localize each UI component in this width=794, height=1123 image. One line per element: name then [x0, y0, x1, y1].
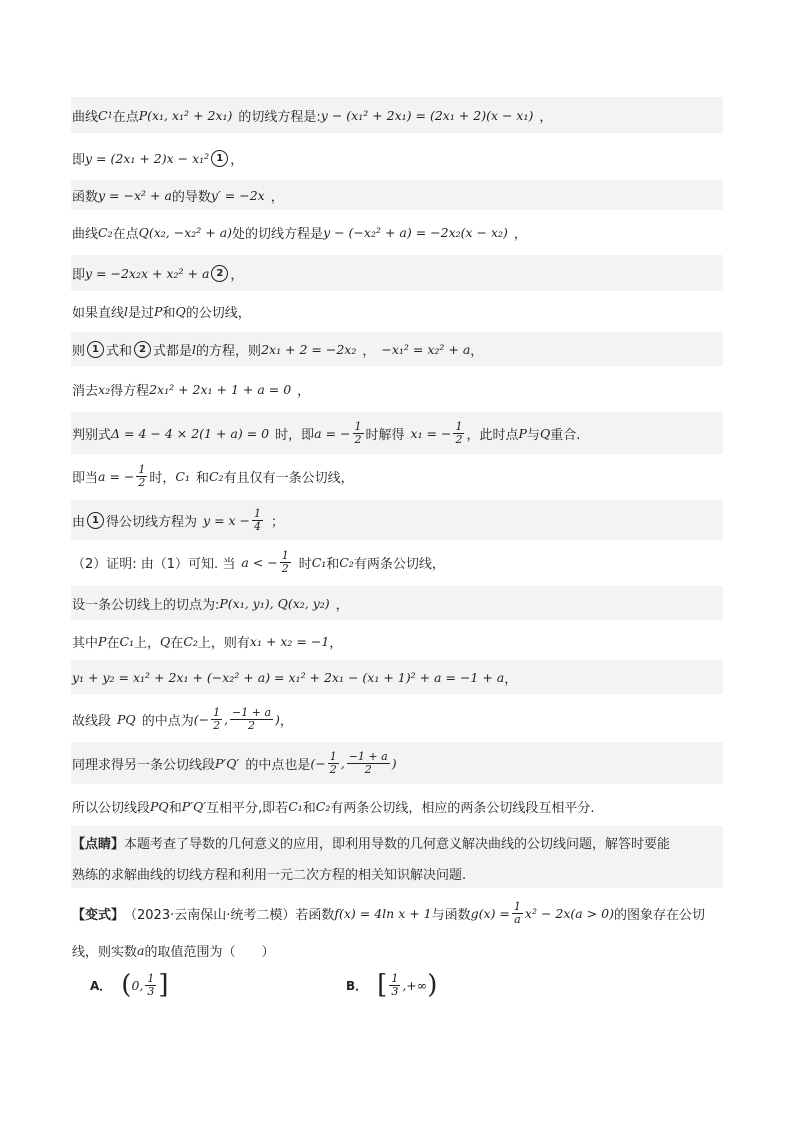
- math: C₁: [119, 633, 135, 649]
- text: 曲线: [72, 109, 99, 125]
- text: ，: [335, 597, 349, 613]
- text: ，: [504, 671, 518, 687]
- text: 和: [326, 556, 340, 572]
- fraction: $\frac{1}{2}$: [213, 705, 221, 732]
- text: 与函数: [431, 907, 471, 923]
- circled-number: 2: [211, 265, 228, 282]
- fraction: $\frac{-1 + a}{2}$: [232, 705, 272, 732]
- math: y = −x² + a: [98, 187, 172, 203]
- option-label: A．: [90, 978, 112, 993]
- text: 本题考查了导数的几何意义的应用，即利用导数的几何意义解决曲线的公切线问题，解答时要能: [124, 836, 671, 852]
- solution-line-4: [71, 215, 723, 249]
- math: l: [124, 303, 129, 319]
- solution-line-2: [71, 140, 723, 176]
- text: 上，则有: [197, 635, 250, 651]
- text: 重合.: [550, 427, 581, 443]
- text: 上，: [134, 635, 161, 651]
- math: x₂: [98, 381, 111, 397]
- math: P: [98, 633, 107, 649]
- fraction: $\frac{1}{2}$: [329, 749, 337, 776]
- fraction: $\frac{1}{2}$: [281, 548, 289, 575]
- text: 的取值范围为（ ）: [144, 944, 275, 960]
- math: ,: [340, 755, 345, 771]
- math: 2x₁ + 2 = −2x₂: [261, 341, 357, 357]
- circled-number: 2: [134, 341, 151, 358]
- math: (−: [193, 711, 210, 727]
- math: Δ = 4 − 4 × 2(1 + a) = 0: [111, 425, 270, 441]
- math: ,: [224, 711, 229, 727]
- text: ，: [230, 152, 244, 168]
- solution-line-18: [71, 788, 723, 824]
- text: ，: [362, 343, 376, 359]
- interval: ( 0, $\frac{1}{3}$ ]: [121, 970, 169, 1000]
- text: 有两条公切线，: [353, 556, 445, 572]
- option-b[interactable]: [346, 972, 437, 998]
- text: 所以公切线段: [72, 800, 151, 816]
- text: 是过: [128, 305, 155, 321]
- math: x₁ = −: [410, 425, 452, 441]
- math: P: [154, 303, 163, 319]
- text: ，: [297, 383, 311, 399]
- solution-line-14: [71, 624, 723, 658]
- math: C₂: [315, 798, 331, 814]
- solution-line-8: [71, 372, 723, 406]
- math: C₁: [175, 468, 190, 484]
- text: 消去: [72, 383, 99, 399]
- text: 其中: [72, 635, 99, 651]
- text: ；: [271, 514, 285, 530]
- math: C₂: [339, 554, 354, 570]
- text: 在: [106, 635, 120, 651]
- text: 得方程: [110, 383, 150, 399]
- text: 式都是: [153, 343, 193, 359]
- fraction: $\frac{1}{2}$: [354, 419, 362, 446]
- text: 的中点为: [141, 713, 194, 729]
- text: 得公切线方程为: [106, 514, 198, 530]
- math: P(x₁, y₁), Q(x₂, y₂): [219, 595, 330, 611]
- solution-line-1: [71, 97, 723, 133]
- text: 的导数: [171, 189, 211, 205]
- solution-line-13: [71, 586, 723, 620]
- math: y₁ + y₂ = x₁² + 2x₁ + (−x₂² + a) = x₁² + 2x₁ − (x₁ + 1)² + a = −1 + a: [72, 669, 505, 685]
- math: y − (x₁² + 2x₁) = (2x₁ + 2)(x − x₁): [320, 107, 534, 123]
- text: 和: [162, 305, 176, 321]
- text: 互相平分,即若: [206, 800, 289, 816]
- text: 与: [526, 427, 540, 443]
- math: Q: [175, 303, 186, 319]
- math: C₂: [208, 468, 224, 484]
- text: 由: [72, 514, 86, 530]
- variant-question-line-1: [71, 892, 723, 934]
- text: ，: [470, 343, 484, 359]
- math: f(x) = 4ln x + 1: [334, 905, 432, 921]
- solution-line-9: [71, 412, 723, 454]
- text: 则: [72, 343, 86, 359]
- solution-line-6: [71, 296, 723, 326]
- text: 有两条公切线，相应的两条公切线段互相平分.: [330, 800, 595, 816]
- text: 的图象存在公切: [613, 907, 705, 923]
- math: Q: [539, 425, 551, 441]
- fraction: $\frac{1}{4}$: [254, 506, 262, 533]
- math: y′ = −2x: [210, 187, 265, 203]
- text: 在点: [112, 226, 139, 242]
- math: y = (2x₁ + 2)x − x₁²: [85, 150, 210, 166]
- text: ，: [270, 189, 284, 205]
- text: 函数: [72, 189, 99, 205]
- math: g(x) =: [470, 905, 510, 921]
- text: ，: [329, 635, 343, 651]
- math: y = −2x₂x + x₂² + a: [85, 265, 210, 281]
- math: ): [275, 711, 280, 727]
- solution-line-5: [71, 255, 723, 291]
- math: a: [137, 942, 145, 958]
- circled-number: 1: [87, 341, 104, 358]
- math: P: [518, 425, 527, 441]
- math: a = −: [98, 468, 135, 484]
- text: （2023·云南保山·统考二模）若函数: [124, 907, 335, 923]
- text: 时解得: [365, 427, 405, 443]
- text: 同理求得另一条公切线段: [72, 757, 216, 773]
- math: 2x₁² + 2x₁ + 1 + a = 0: [149, 381, 292, 397]
- math: −x₁² = x₂² + a: [381, 341, 471, 357]
- circled-number: 1: [211, 150, 228, 167]
- option-label: B．: [346, 978, 368, 993]
- fraction: $\frac{1}{2}$: [138, 462, 146, 489]
- text: 在: [170, 635, 184, 651]
- math: Q(x₂, −x₂² + a): [138, 224, 233, 240]
- text: 设一条公切线上的切点为:: [72, 597, 220, 613]
- text: 曲线: [72, 226, 99, 242]
- math: PQ: [117, 711, 136, 727]
- solution-line-16: [71, 698, 723, 740]
- text: ，: [539, 109, 553, 125]
- comment-line-2: [71, 858, 723, 888]
- text: 和: [302, 800, 316, 816]
- math: (−: [310, 755, 326, 771]
- comment-line-1: [71, 826, 723, 858]
- text: 熟练的求解曲线的切线方程和利用一元二次方程的相关知识解决问题.: [72, 867, 467, 883]
- text: 线，则实数: [72, 944, 138, 960]
- text: 即: [72, 152, 86, 168]
- comment-tag: 【点睛】: [72, 836, 125, 852]
- solution-line-12: [71, 542, 723, 582]
- text: 处的切线方程是: [232, 226, 324, 242]
- math: P′Q′: [181, 798, 207, 814]
- fraction: $\frac{-1 + a}{2}$: [348, 749, 388, 776]
- text: 的方程，则: [196, 343, 262, 359]
- text: 在点: [112, 109, 139, 125]
- math: x² − 2x(a > 0): [524, 905, 614, 921]
- solution-line-3: [71, 180, 723, 210]
- text: 时: [298, 556, 312, 572]
- text: 即: [72, 267, 86, 283]
- text: 判别式: [72, 427, 112, 443]
- fraction: $\frac{1}{a}$: [513, 899, 521, 926]
- text: 如果直线: [72, 305, 125, 321]
- math: C₁: [311, 554, 327, 570]
- variant-tag: 【变式】: [72, 907, 125, 923]
- text: 式和: [106, 343, 133, 359]
- solution-line-11: [71, 500, 723, 540]
- math: y − (−x₂² + a) = −2x₂(x − x₂): [323, 224, 508, 240]
- solution-line-15: [71, 660, 723, 694]
- text: ，: [230, 267, 244, 283]
- text: ，: [513, 226, 527, 242]
- text: （2）证明: 由（1）可知. 当: [72, 556, 236, 572]
- text: 的中点也是: [245, 757, 311, 773]
- math: P′Q′: [215, 755, 240, 771]
- text: 时，即: [275, 427, 315, 443]
- text: 故线段: [72, 713, 112, 729]
- math-subscript: 1: [107, 110, 113, 120]
- math: Q: [160, 633, 171, 649]
- fraction: $\frac{1}{2}$: [455, 419, 463, 446]
- solution-line-17: [71, 742, 723, 784]
- math: ): [391, 755, 397, 771]
- text: 时，: [149, 470, 176, 486]
- math: y = x −: [203, 512, 251, 528]
- interval: [ $\frac{1}{3}$ ,+∞ ): [377, 970, 438, 1000]
- text: 即当: [72, 470, 99, 486]
- variant-question-line-2: [71, 936, 723, 964]
- math: C: [98, 107, 108, 123]
- math: l: [192, 341, 197, 357]
- circled-number: 1: [87, 512, 104, 529]
- text: 和: [195, 470, 209, 486]
- text: 有且仅有一条公切线，: [223, 470, 354, 486]
- math: P(x₁, x₁² + 2x₁): [138, 107, 233, 123]
- text: ，此时点: [466, 427, 519, 443]
- option-a[interactable]: [90, 972, 169, 998]
- math: C₁: [288, 798, 303, 814]
- text: 的公切线，: [185, 305, 251, 321]
- solution-line-7: [71, 332, 723, 366]
- text: 的切线方程是:: [238, 109, 321, 125]
- math: C₂: [98, 224, 113, 240]
- math: a < −: [241, 554, 278, 570]
- math: a = −: [314, 425, 351, 441]
- text: ，: [279, 713, 293, 729]
- math: C₂: [183, 633, 198, 649]
- solution-line-10: [71, 456, 723, 496]
- math: PQ: [150, 798, 169, 814]
- text: 和: [168, 800, 182, 816]
- math: x₁ + x₂ = −1: [249, 633, 330, 649]
